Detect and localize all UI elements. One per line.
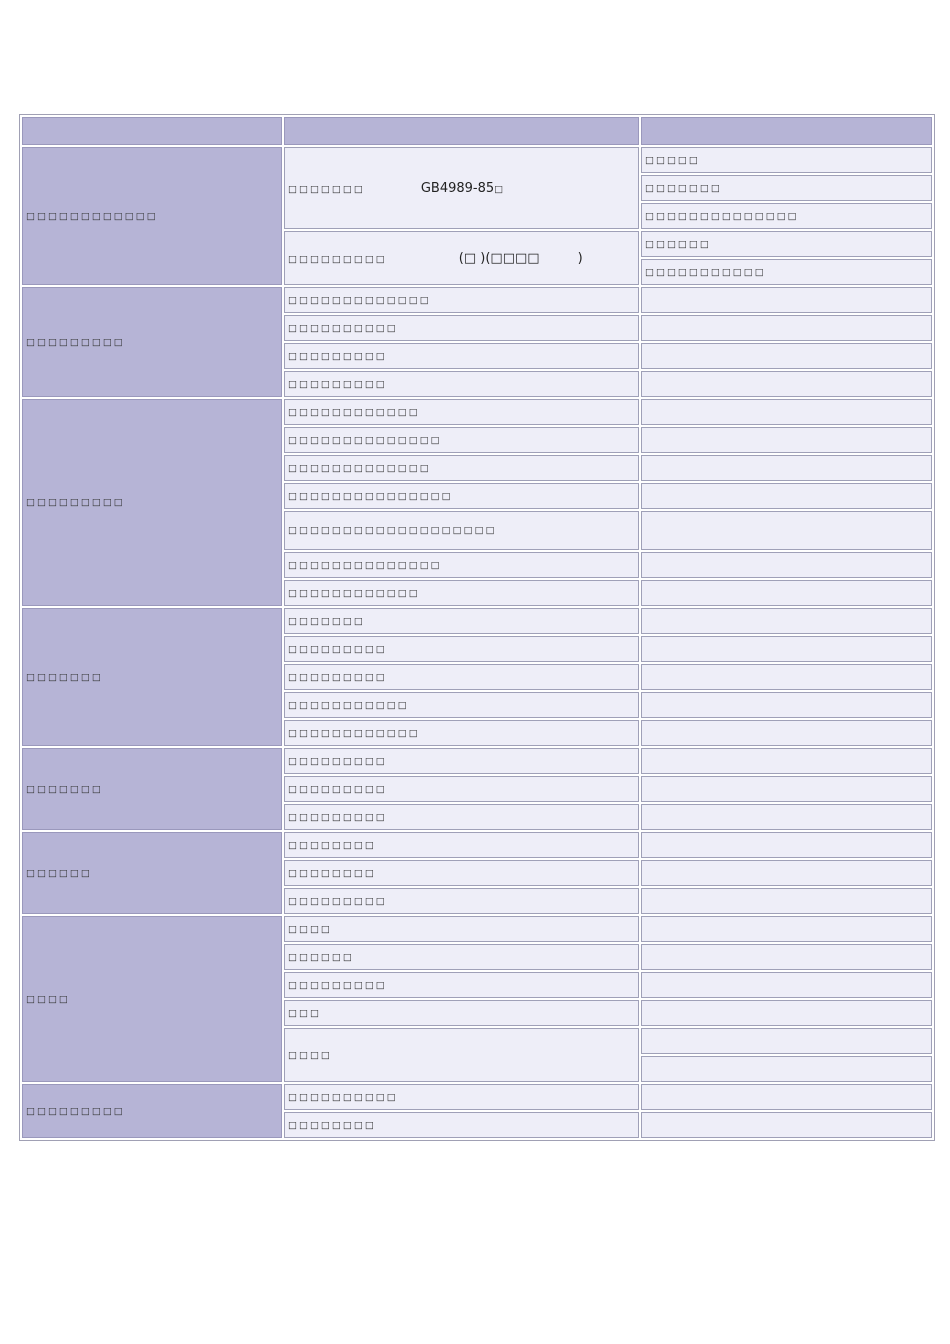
value-cell (641, 720, 932, 746)
section-label: □□□□□□□□□□□□ (22, 147, 282, 285)
item-cell: □□□□□□□□□□□□ (284, 720, 639, 746)
value-cell (641, 664, 932, 690)
value-cell (641, 832, 932, 858)
standards-table (19, 114, 935, 1141)
sub-item-cell: □□□□□□□ (641, 175, 932, 201)
item-cell: □□□□□□□ (284, 608, 639, 634)
item-cell: □□□□□□□□□□□□□ (284, 287, 639, 313)
header-cell (284, 117, 639, 145)
sub-item-cell: □□□□□□□□□□□ (641, 259, 932, 285)
sub-item-cell: □□□□□□□□□□□□□□ (641, 203, 932, 229)
value-cell (641, 511, 932, 550)
item-cell: □□□□□□□□□ (284, 972, 639, 998)
item-cell: □□□□□□□□□ (284, 664, 639, 690)
value-cell (641, 552, 932, 578)
section-label: □□□□□□□□□ (22, 399, 282, 606)
item-cell: □□□□□□□□□□□□□□□ (284, 483, 639, 509)
item-cell: □□□□□□□□□ (284, 748, 639, 774)
value-cell (641, 608, 932, 634)
value-cell (641, 1112, 932, 1138)
value-cell (641, 455, 932, 481)
value-cell (641, 888, 932, 914)
value-cell (641, 399, 932, 425)
header-row (22, 117, 932, 145)
value-cell (641, 776, 932, 802)
value-cell (641, 343, 932, 369)
value-cell (641, 371, 932, 397)
item-cell: □□□□ (284, 1028, 639, 1082)
item-cell: □□□□□□□□□ (284, 888, 639, 914)
item-cell: □□□□□□□ GB4989-85□ (284, 147, 639, 229)
section-label: □□□□□□□□□ (22, 287, 282, 397)
sub-item-cell: □□□□□□ (641, 231, 932, 257)
item-cell: □□□□□□□□□□□ (284, 692, 639, 718)
item-cell: □□□□□□□□□□□□□□ (284, 427, 639, 453)
value-cell (641, 692, 932, 718)
item-cell: □□□□□□□□□ (284, 804, 639, 830)
value-cell (641, 916, 932, 942)
item-cell: □□□□□□ (284, 944, 639, 970)
item-cell: □□□□□□□□□□ (284, 1084, 639, 1110)
item-cell: □□□□□□□□□□□□ (284, 399, 639, 425)
item-cell: □□□□□□□□□□ (284, 315, 639, 341)
value-cell (641, 804, 932, 830)
item-cell: □□□□□□□□□ (284, 371, 639, 397)
section-label: □□□□□□ (22, 832, 282, 914)
section-label: □□□□□□□□□ (22, 1084, 282, 1138)
section-label: □□□□□□□ (22, 748, 282, 830)
header-cell (641, 117, 932, 145)
item-cell: □□□□□□□□□ (□ )(□□□□ ) (284, 231, 639, 285)
item-cell: □□□□□□□□□□□□ (284, 580, 639, 606)
item-cell: □□□□□□□□□□□□□□□□□□□ (284, 511, 639, 550)
item-cell: □□□□□□□□□□□□□ (284, 455, 639, 481)
value-cell (641, 427, 932, 453)
value-cell (641, 1056, 932, 1082)
value-cell (641, 315, 932, 341)
value-cell (641, 636, 932, 662)
section-label: □□□□□□□ (22, 608, 282, 746)
value-cell (641, 1084, 932, 1110)
item-cell: □□□ (284, 1000, 639, 1026)
value-cell (641, 1000, 932, 1026)
value-cell (641, 748, 932, 774)
item-cell: □□□□□□□□ (284, 832, 639, 858)
value-cell (641, 580, 932, 606)
sub-item-cell: □□□□□ (641, 147, 932, 173)
value-cell (641, 972, 932, 998)
header-cell (22, 117, 282, 145)
value-cell (641, 944, 932, 970)
value-cell (641, 1028, 932, 1054)
item-cell: □□□□□□□□□□□□□□ (284, 552, 639, 578)
document-page (19, 114, 931, 1141)
value-cell (641, 287, 932, 313)
item-cell: □□□□□□□□□ (284, 636, 639, 662)
item-cell: □□□□□□□□□ (284, 343, 639, 369)
item-cell: □□□□□□□□ (284, 860, 639, 886)
value-cell (641, 860, 932, 886)
section-label: □□□□ (22, 916, 282, 1082)
item-cell: □□□□□□□□ (284, 1112, 639, 1138)
value-cell (641, 483, 932, 509)
item-cell: □□□□□□□□□ (284, 776, 639, 802)
item-cell: □□□□ (284, 916, 639, 942)
